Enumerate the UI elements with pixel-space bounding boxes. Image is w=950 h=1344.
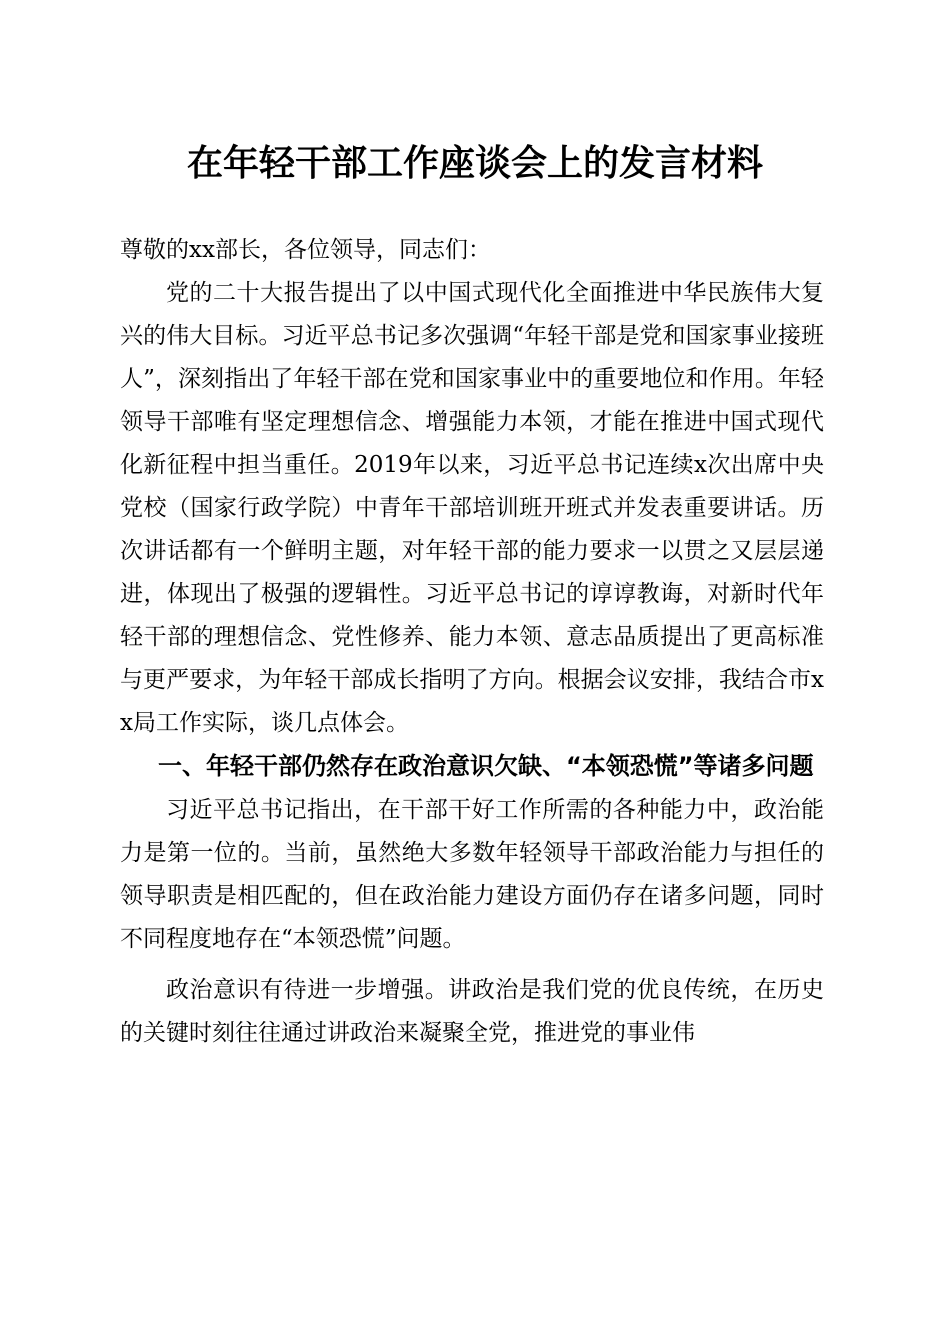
document-body	[120, 229, 824, 1055]
salutation: 尊敬的xx部长，各位领导，同志们：	[120, 237, 491, 263]
intro-paragraph: 党的二十大报告提出了以中国式现代化全面推进中华民族伟大复兴的伟大目标。习近平总书记多次强调“年轻干部是党和国家事业接班人”，深刻指出了年轻干部在党和国家事业中的重要地位和作用。年轻领导干部唯有坚定理想信念、增强能力本领，才能在推进中国式现代化新征程中担当重任。2019年以来，习近平总书记连续x次出席中央党校（国家行政学院）中青年干部培训班开班式并发表重要讲话。历次讲话都有一个鲜明主题，对年轻干部的能力要求一以贯之又层层递进，体现出了极强的逻辑性。习近平总书记的谆谆教诲，对新时代年轻干部的理想信念、党性修养、能力本领、意志品质提出了更高标准与更严要求，为年轻干部成长指明了方向。根据会议安排，我结合市xx局工作实际，谈几点体会。	[120, 280, 824, 736]
section1-paragraph-1: 习近平总书记指出，在干部干好工作所需的各种能力中，政治能力是第一位的。当前，虽然绝大多数年轻领导干部政治能力与担任的领导职责是相匹配的，但在政治能力建设方面仍存在诸多问题，同时不同程度地存在“本领恐慌”问题。	[120, 797, 824, 952]
section-heading-1: 一、年轻干部仍然存在政治意识欠缺、“本领恐慌”等诸多问题	[158, 752, 814, 780]
section1-paragraph-2: 政治意识有待进一步增强。讲政治是我们党的优良传统，在历史的关键时刻往往通过讲政治来凝聚全党，推进党的事业伟	[120, 977, 824, 1046]
document-title: 在年轻干部工作座谈会上的发言材料	[186, 142, 763, 184]
